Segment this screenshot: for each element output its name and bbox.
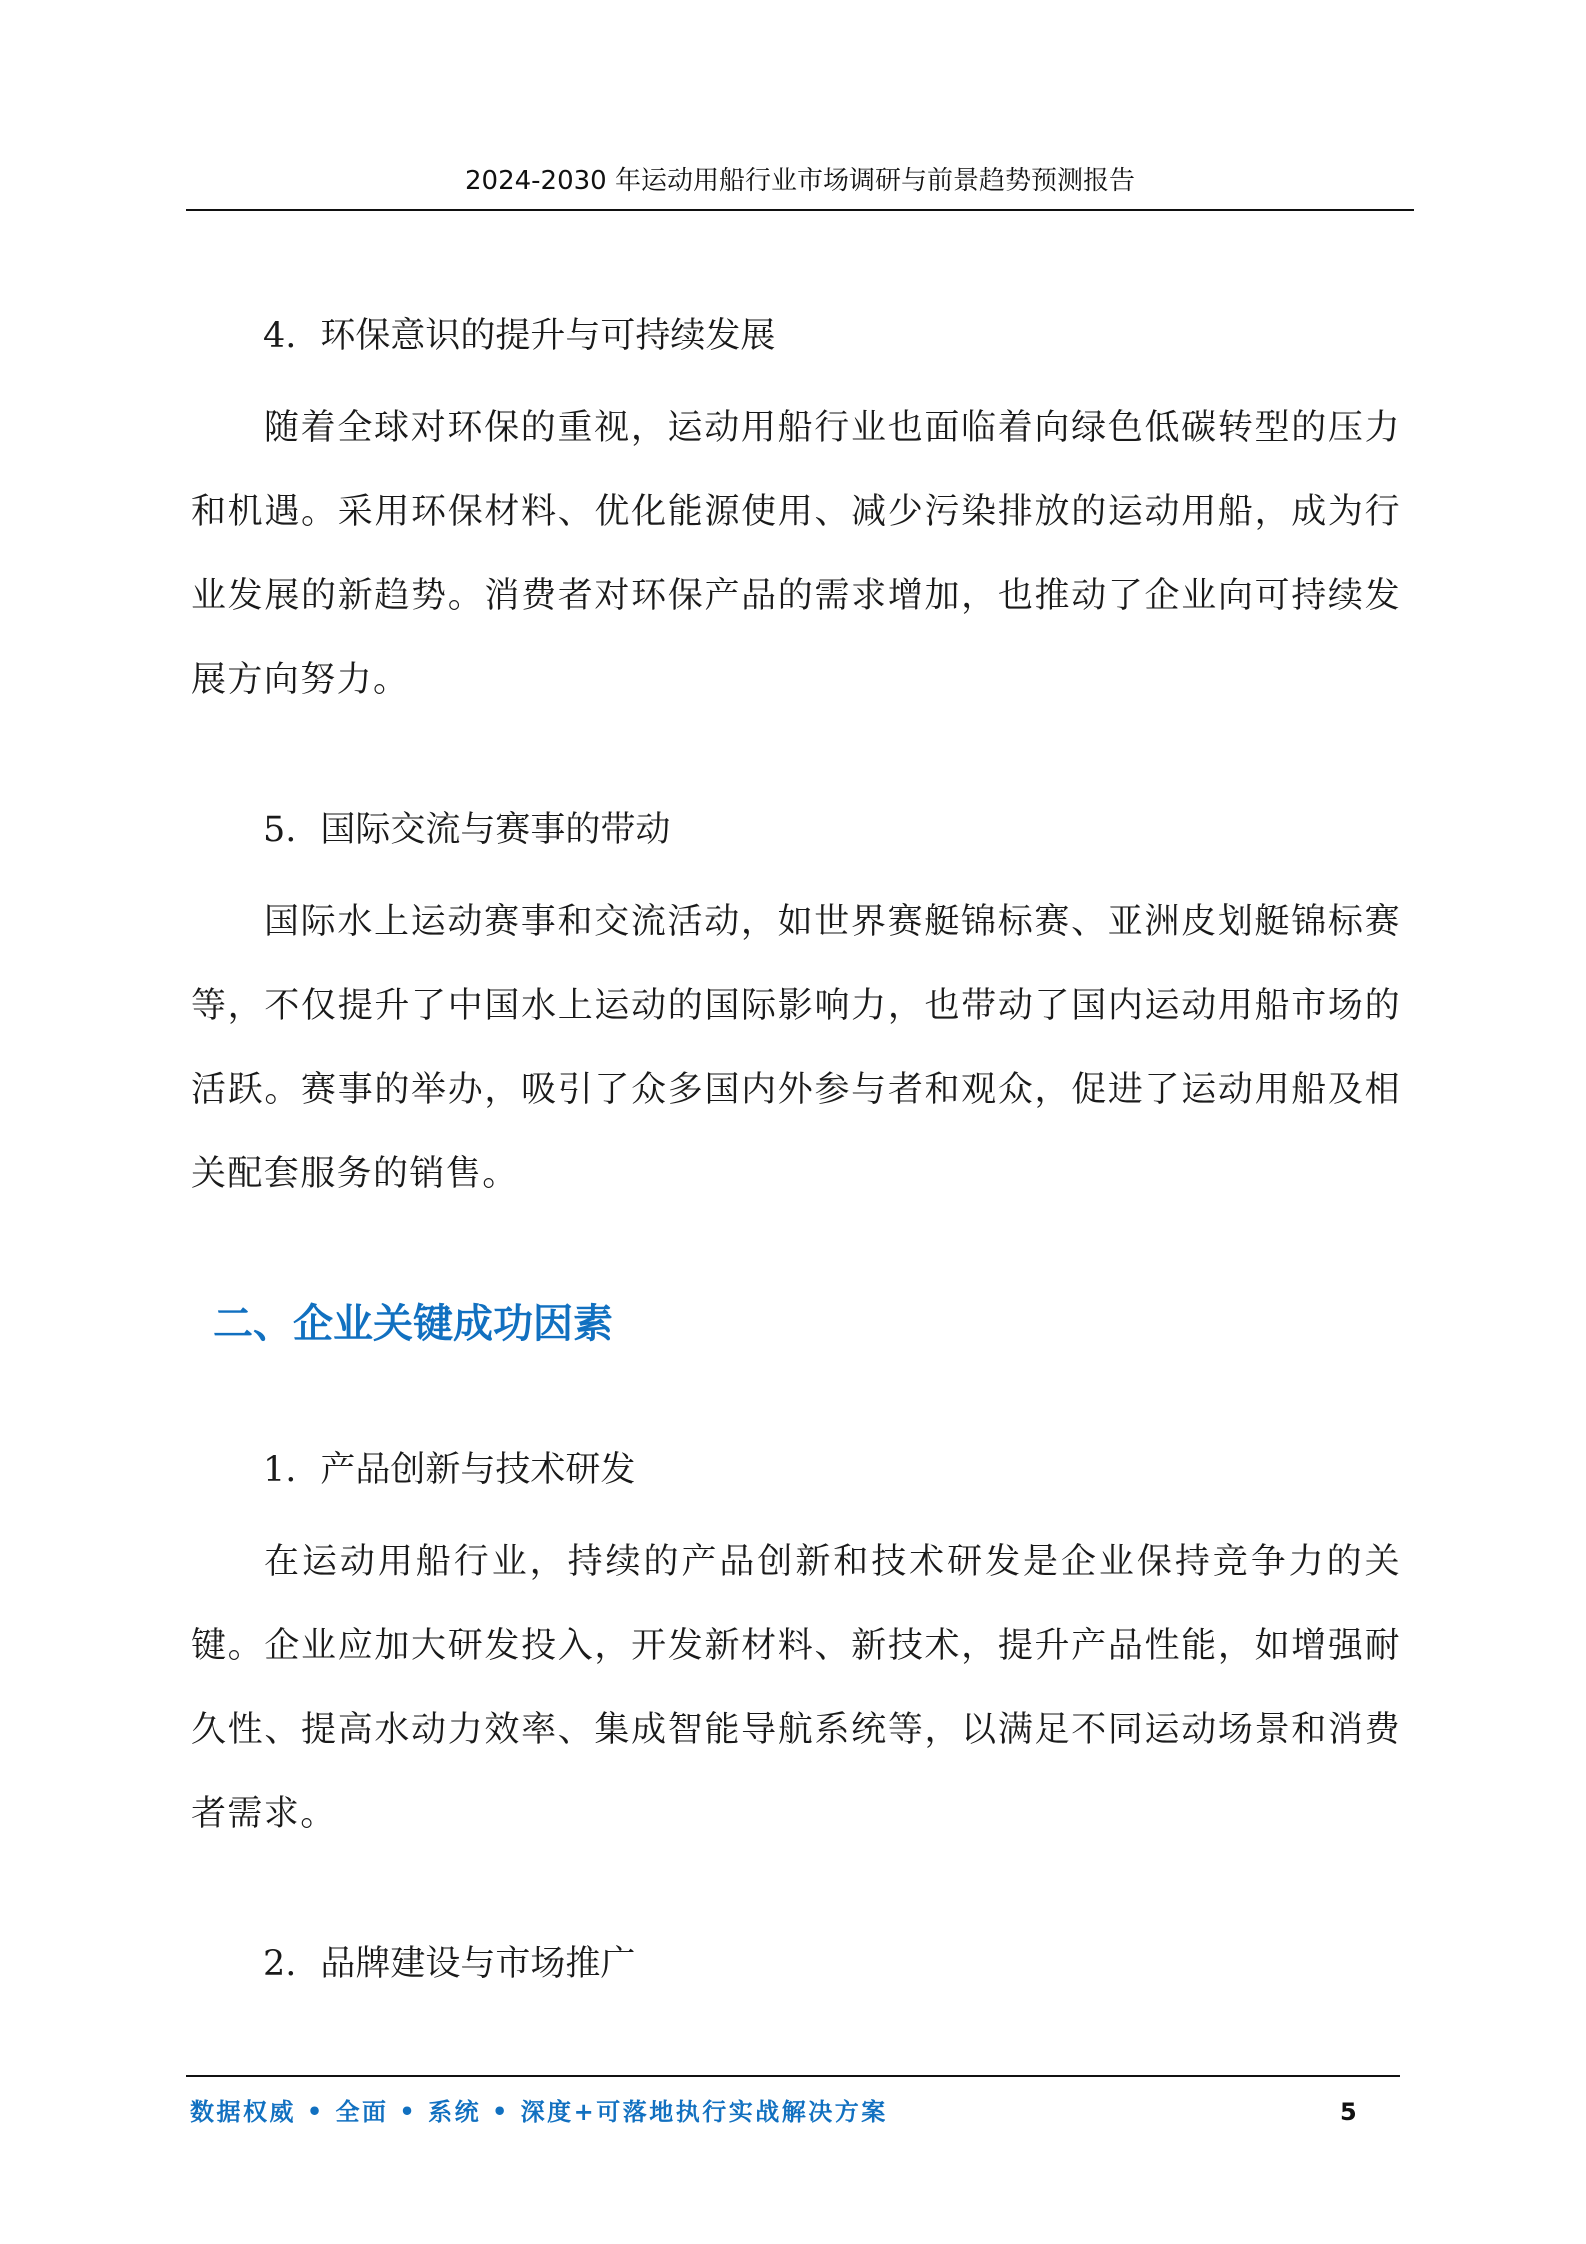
footer-slogan: 数据权威 • 全面 • 系统 • 深度+可落地执行实战解决方案 (190, 2097, 888, 2126)
page-number: 5 (1340, 2098, 1357, 2126)
section-5-title: 国际交流与赛事的带动 (320, 810, 671, 850)
factor-1-number: 1. (263, 1450, 297, 1490)
factor-1-heading (191, 1442, 1401, 1498)
factor-1-paragraph: 在运动用船行业，持续的产品创新和技术研发是企业保持竞争力的关键。企业应加大研发投入，开发新材料、新技术，提升产品性能，如增强耐久性、提高水动力效率、集成智能导航系统等，以满足不同运动场景和消费者需求。 (191, 1542, 1401, 1834)
section-4-number: 4. (263, 316, 297, 356)
section-4-title: 环保意识的提升与可持续发展 (320, 316, 776, 356)
section-5-number: 5. (263, 810, 297, 850)
factor-2-number: 2. (263, 1944, 297, 1984)
section-5-paragraph: 国际水上运动赛事和交流活动，如世界赛艇锦标赛、亚洲皮划艇锦标赛等，不仅提升了中国水上运动的国际影响力，也带动了国内运动用船市场的活跃。赛事的举办，吸引了众多国内外参与者和观众，促进了运动用船及相关配套服务的销售。 (191, 902, 1401, 1194)
header-title: 2024-2030 年运动用船行业市场调研与前景趋势预测报告 (465, 166, 1135, 196)
page-content (191, 308, 1401, 2014)
section-4-heading (191, 308, 1401, 364)
footer-divider (186, 2075, 1400, 2077)
section-5-heading (191, 802, 1401, 858)
chapter-heading: 二、企业关键成功因素 (213, 1301, 613, 1347)
factor-2-title: 品牌建设与市场推广 (320, 1944, 636, 1984)
section-4-paragraph: 随着全球对环保的重视，运动用船行业也面临着向绿色低碳转型的压力和机遇。采用环保材料、优化能源使用、减少污染排放的运动用船，成为行业发展的新趋势。消费者对环保产品的需求增加，也推动了企业向可持续发展方向努力。 (191, 408, 1401, 700)
factor-1-title: 产品创新与技术研发 (320, 1450, 636, 1490)
factor-2-heading (191, 1936, 1401, 1992)
header-divider (186, 209, 1414, 211)
